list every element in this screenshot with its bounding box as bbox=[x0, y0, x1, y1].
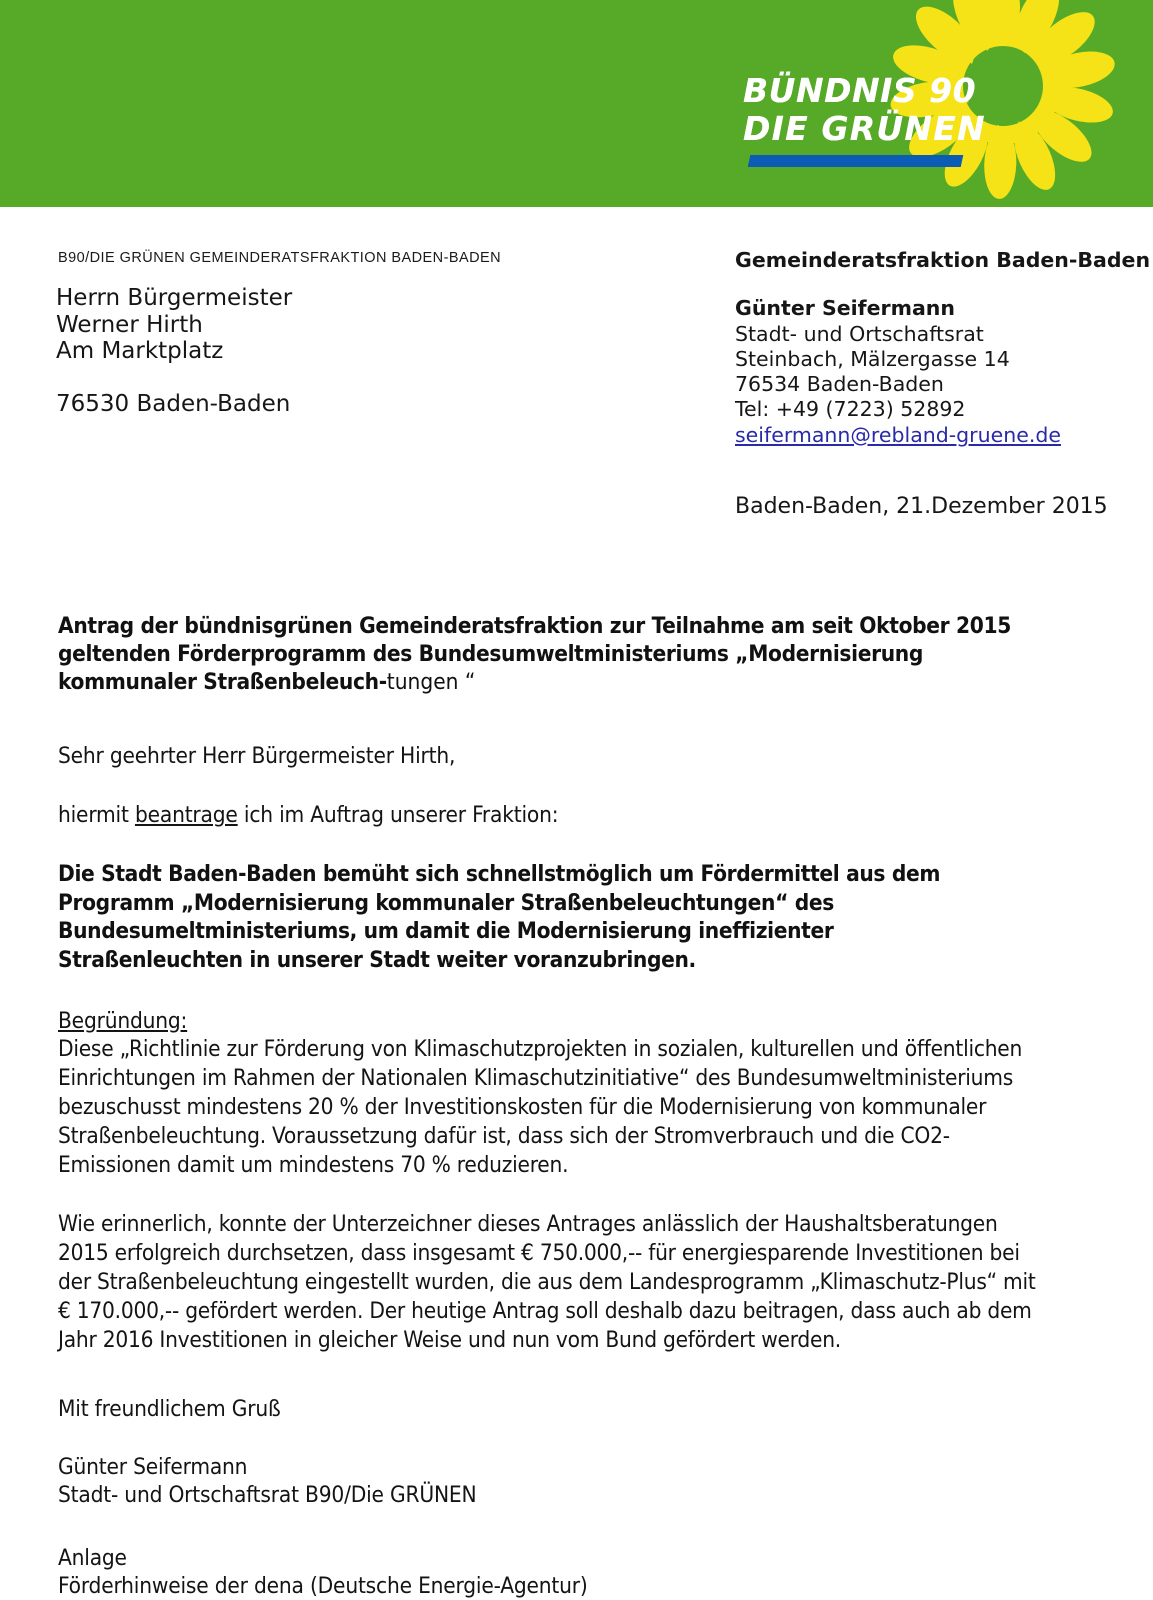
recipient-spacer bbox=[56, 365, 292, 391]
logo-line-2: DIE GRÜNEN bbox=[743, 109, 986, 148]
sender-street: Steinbach, Mälzergasse 14 bbox=[735, 346, 1010, 371]
enclosure-label: Anlage bbox=[58, 1545, 127, 1571]
signature-role: Stadt- und Ortschaftsrat B90/Die GRÜNEN bbox=[58, 1482, 477, 1508]
enclosure-text: Förderhinweise der dena (Deutsche Energie-Agentur) bbox=[58, 1573, 588, 1599]
history-paragraph: Wie erinnerlich, konnte der Unterzeichner dieses Antrages anlässlich der Haushaltsberatungen 2015 erfolgreich durchsetzen, dass insgesamt € 750.000,-- für energiesparende Investitionen bei der Straßenbeleuchtung eingestellt wurden, die aus dem Landesprogramm „Klimaschutz-Plus“ mit € 170.000,-- gefördert werden. Der heutige Antrag soll deshalb dazu beitragen, dass auch ab dem Jahr 2016 Investitionen in gleicher Weise und nun vom Bund gefördert werden. bbox=[58, 1211, 1036, 1353]
logo-wordmark bbox=[743, 72, 1003, 167]
reason-heading bbox=[58, 1007, 1048, 1035]
sender-name: Günter Seifermann bbox=[735, 296, 955, 321]
signature-name: Günter Seifermann bbox=[58, 1454, 248, 1480]
recipient-line-1: Herrn Bürgermeister bbox=[56, 285, 293, 311]
sender-spacer bbox=[735, 273, 1150, 296]
sender-city: 76534 Baden-Baden bbox=[735, 372, 944, 397]
recipient-line-4: 76530 Baden-Baden bbox=[56, 390, 291, 417]
letter-content bbox=[58, 612, 1048, 1600]
request-intro-underlined: beantrage bbox=[134, 802, 238, 828]
subject-line bbox=[58, 612, 1030, 696]
sender-address-block bbox=[735, 248, 1150, 448]
reason-heading-text: Begründung: bbox=[58, 1008, 188, 1034]
sender-role: Stadt- und Ortschaftsrat bbox=[735, 321, 984, 346]
header-band bbox=[0, 0, 1153, 207]
recipient-line-2: Werner Hirth bbox=[56, 311, 203, 338]
sender-organisation: Gemeinderatsfraktion Baden-Baden bbox=[735, 248, 1151, 272]
reason-paragraph: Diese „Richtlinie zur Förderung von Klimaschutzprojekten in sozialen, kulturellen und öffentlichen Einrichtungen im Rahmen der Nationalen Klimaschutzinitiative“ des Bundesumweltministeriums bezuschusst mindestens 20 % der Investitionskosten für die Modernisierung von kommunaler Straßenbeleuchtung. Voraussetzung dafür ist, dass sich der Stromverbrauch und die CO2-Emissionen damit um mindestens 70 % reduzieren. bbox=[58, 1036, 1023, 1178]
recipient-address-block bbox=[56, 285, 292, 417]
salutation: Sehr geehrter Herr Bürgermeister Hirth, bbox=[58, 743, 456, 769]
enclosure-block bbox=[58, 1544, 1048, 1600]
subject-tail: tungen “ bbox=[386, 669, 476, 695]
request-body: Die Stadt Baden-Baden bemüht sich schnellstmöglich um Fördermittel aus dem Programm „Modernisierung kommunaler Straßenbeleuchtungen“ des Bundesumeltministeriums, um damit die Modernisierung ineffizienter Straßenleuchten in unserer Stadt weiter voranzubringen. bbox=[58, 861, 941, 973]
request-intro-after: ich im Auftrag unserer Fraktion: bbox=[237, 802, 559, 828]
sender-phone: Tel: +49 (7223) 52892 bbox=[735, 397, 966, 422]
logo-line-1: BÜNDNIS 90 bbox=[743, 71, 977, 110]
signature-block bbox=[58, 1453, 1048, 1509]
return-address-line: B90/DIE GRÜNEN GEMEINDERATSFRAKTION BADEN-BADEN bbox=[58, 250, 502, 266]
recipient-line-3: Am Marktplatz bbox=[56, 338, 224, 364]
dateline: Baden-Baden, 21.Dezember 2015 bbox=[735, 494, 1108, 519]
party-logo bbox=[721, 0, 1141, 207]
closing-greeting: Mit freundlichem Gruß bbox=[58, 1396, 281, 1422]
logo-blue-rule bbox=[748, 155, 964, 167]
sender-email-link[interactable]: seifermann@rebland-gruene.de bbox=[735, 422, 1061, 447]
subject-bold: Antrag der bündnisgrünen Gemeinderatsfraktion zur Teilnahme am seit Oktober 2015 geltenden Förderprogramm des Bundesumweltministeriums „Modernisierung kommunaler Straßenbeleuch- bbox=[58, 613, 1011, 695]
request-intro bbox=[58, 801, 1048, 829]
request-intro-before: hiermit bbox=[58, 802, 135, 828]
